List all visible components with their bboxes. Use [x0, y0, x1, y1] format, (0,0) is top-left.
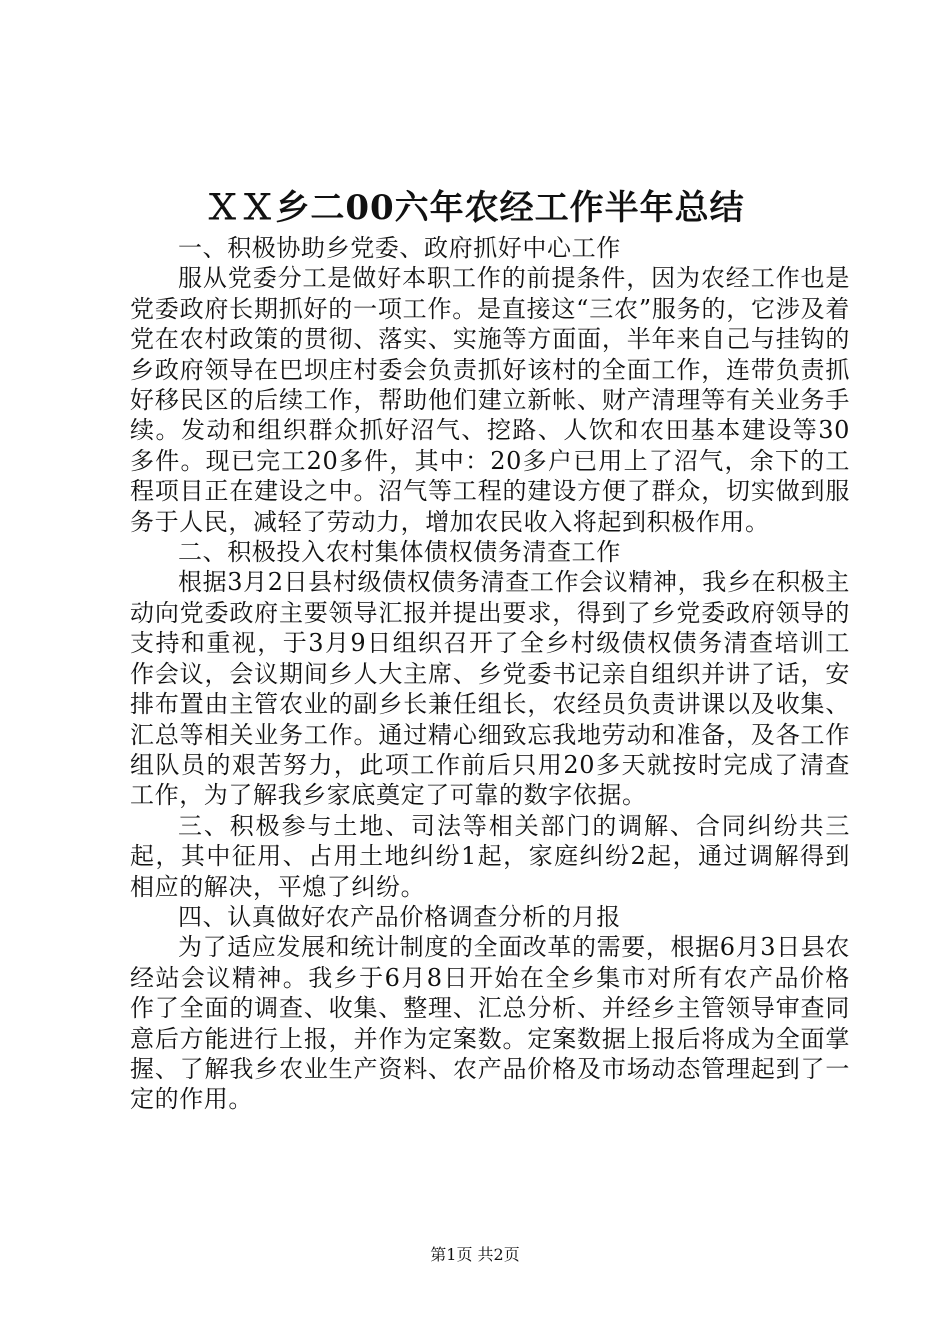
document-title: ＸＸ乡二00六年农经工作半年总结 [205, 188, 745, 228]
document-body [130, 233, 850, 1115]
section-4-paragraph: 为了适应发展和统计制度的全面改革的需要，根据6月3日县农经站会议精神。我乡于6月8日开始在全乡集市对所有农产品价格作了全面的调查、收集、整理、汇总分析、并经乡主管领导审查同意后方能进行上报，并作为定案数。定案数据上报后将成为全面掌握、了解我乡农业生产资料、农产品价格及市场动态管理起到了一定的作用。 [130, 933, 850, 1114]
section-2-paragraph: 根据3月2日县村级债权债务清查工作会议精神，我乡在积极主动向党委政府主要领导汇报并提出要求，得到了乡党委政府领导的支持和重视，于3月9日组织召开了全乡村级债权债务清查培训工作会议，会议期间乡人大主席、乡党委书记亲自组织并讲了话，安排布置由主管农业的副乡长兼任组长，农经员负责讲课以及收集、汇总等相关业务工作。通过精心细致忘我地劳动和准备，及各工作组队员的艰苦努力，此项工作前后只用20多天就按时完成了清查工作，为了解我乡家底奠定了可靠的数字依据。 [130, 568, 850, 810]
section-1-paragraph: 服从党委分工是做好本职工作的前提条件，因为农经工作也是党委政府长期抓好的一项工作。是直接这“三农”服务的，它涉及着党在农村政策的贯彻、落实、实施等方面面，半年来自己与挂钩的乡政府领导在巴坝庄村委会负责抓好该村的全面工作，连带负责抓好移民区的后续工作，帮助他们建立新帐、财产清理等有关业务手续。发动和组织群众抓好沼气、挖路、人饮和农田基本建设等30多件。现已完工20多件，其中：20多户已用上了沼气，余下的工程项目正在建设之中。沼气等工程的建设方便了群众，切实做到服务于人民，减轻了劳动力，增加农民收入将起到积极作用。 [130, 264, 850, 536]
section-1-heading: 一、积极协助乡党委、政府抓好中心工作 [178, 234, 621, 262]
page-indicator: 第1页 共2页 [430, 1245, 520, 1264]
section-4-heading: 四、认真做好农产品价格调查分析的月报 [178, 902, 621, 931]
section-3-paragraph: 三、积极参与土地、司法等相关部门的调解、合同纠纷共三起，其中征用、占用土地纠纷1起，家庭纠纷2起，通过调解得到相应的解决，平熄了纠纷。 [130, 811, 850, 901]
section-2-heading: 二、积极投入农村集体债权债务清查工作 [178, 538, 621, 567]
